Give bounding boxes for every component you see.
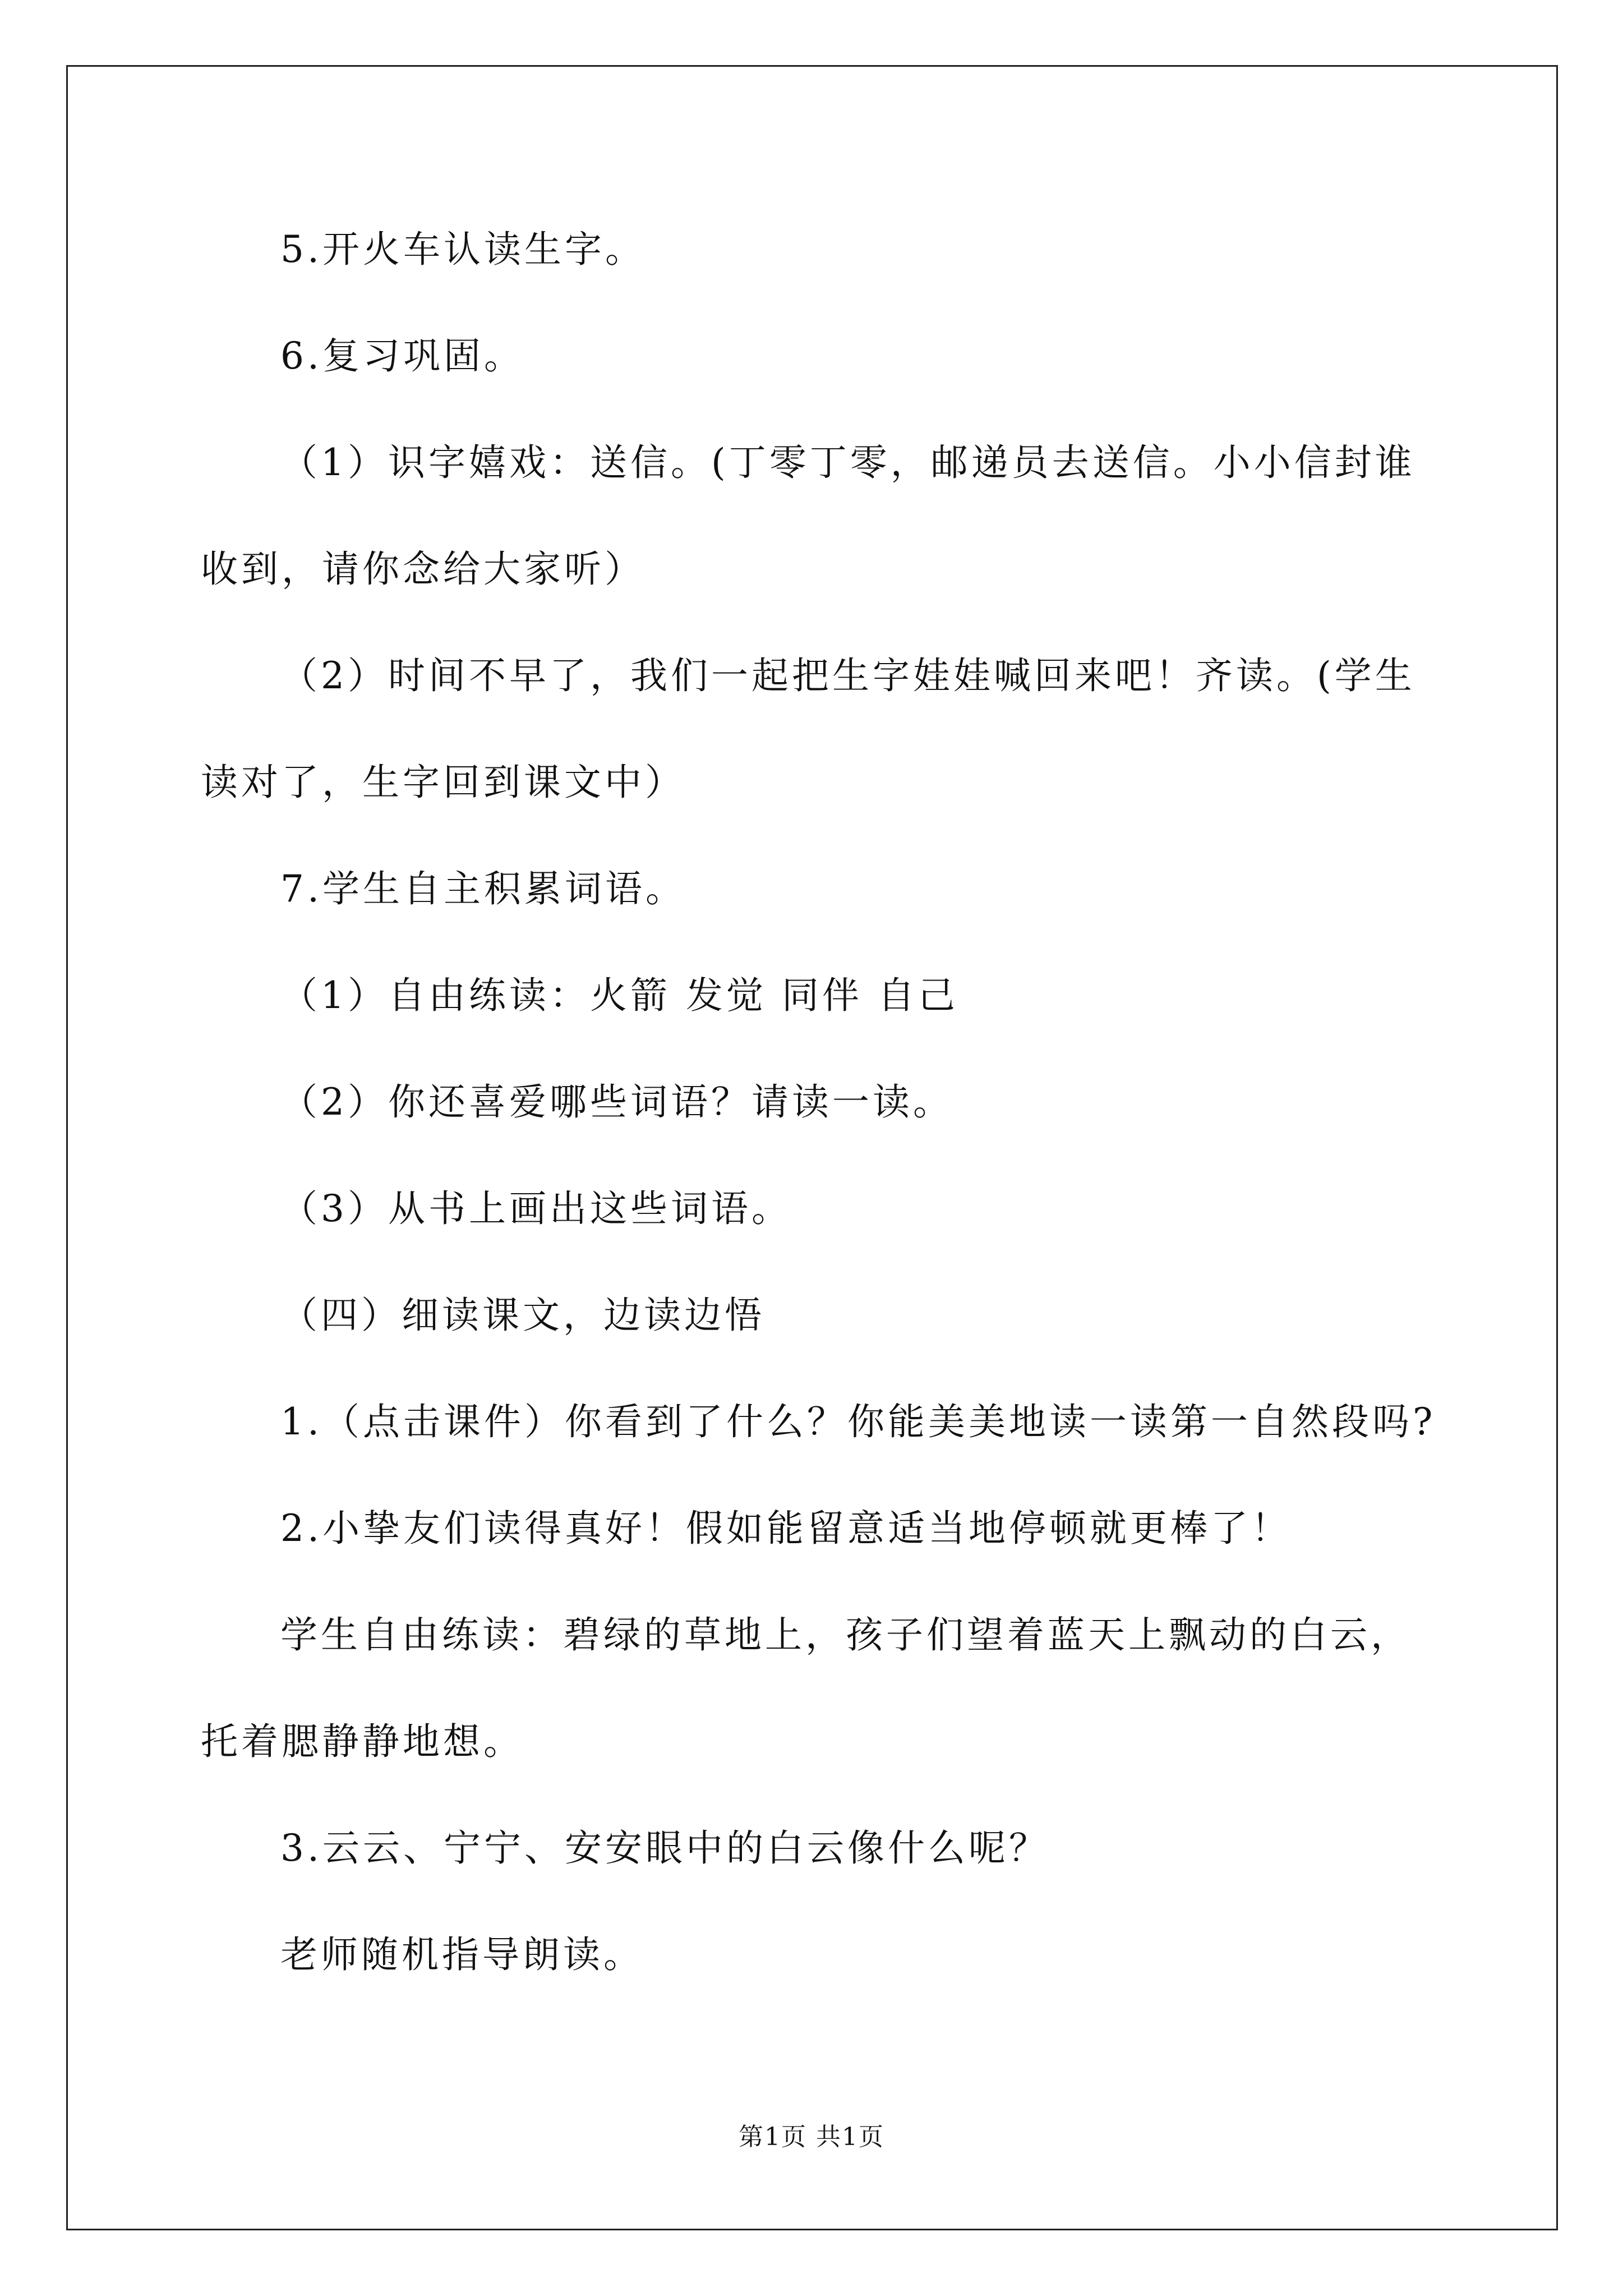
paragraph-6: 6.复习巩固。 <box>280 334 524 378</box>
paragraph-6-1-line1: （1）识字嬉戏：送信。(丁零丁零，邮递员去送信。小小信封谁 <box>280 441 1415 484</box>
paragraph-6-2-line1: （2）时间不早了，我们一起把生字娃娃喊回来吧！齐读。(学生 <box>280 654 1415 697</box>
paragraph-5: 5.开火车认读生字。 <box>280 228 645 271</box>
paragraph-s4-2: 2.小挚友们读得真好！假如能留意适当地停顿就更棒了！ <box>280 1507 1292 1550</box>
paragraph-practice-line1: 学生自由练读：碧绿的草地上，孩子们望着蓝天上飘动的白云， <box>280 1613 1411 1657</box>
paragraph-7: 7.学生自主积累词语。 <box>280 867 686 910</box>
paragraph-7-3: （3）从书上画出这些词语。 <box>280 1187 792 1230</box>
paragraph-6-2-line2: 读对了，生字回到课文中） <box>201 761 685 804</box>
paragraph-7-1: （1）自由练读：火箭 发觉 同伴 自己 <box>280 974 958 1017</box>
paragraph-practice-line2: 托着腮静静地想。 <box>201 1720 524 1763</box>
section-heading-4: （四）细读课文，边读边悟 <box>280 1294 765 1337</box>
page-number-footer: 第1页 共1页 <box>739 2123 884 2151</box>
paragraph-s4-3: 3.云云、宁宁、安安眼中的白云像什么呢？ <box>280 1826 1049 1870</box>
paragraph-7-2: （2）你还喜爱哪些词语？请读一读。 <box>280 1080 953 1124</box>
paragraph-teacher-guide: 老师随机指导朗读。 <box>280 1933 644 1976</box>
paragraph-6-1-line2: 收到，请你念给大家听） <box>201 547 645 591</box>
paragraph-s4-1: 1.（点击课件）你看到了什么？你能美美地读一读第一自然段吗? <box>280 1400 1436 1443</box>
page-border <box>66 65 1558 2230</box>
